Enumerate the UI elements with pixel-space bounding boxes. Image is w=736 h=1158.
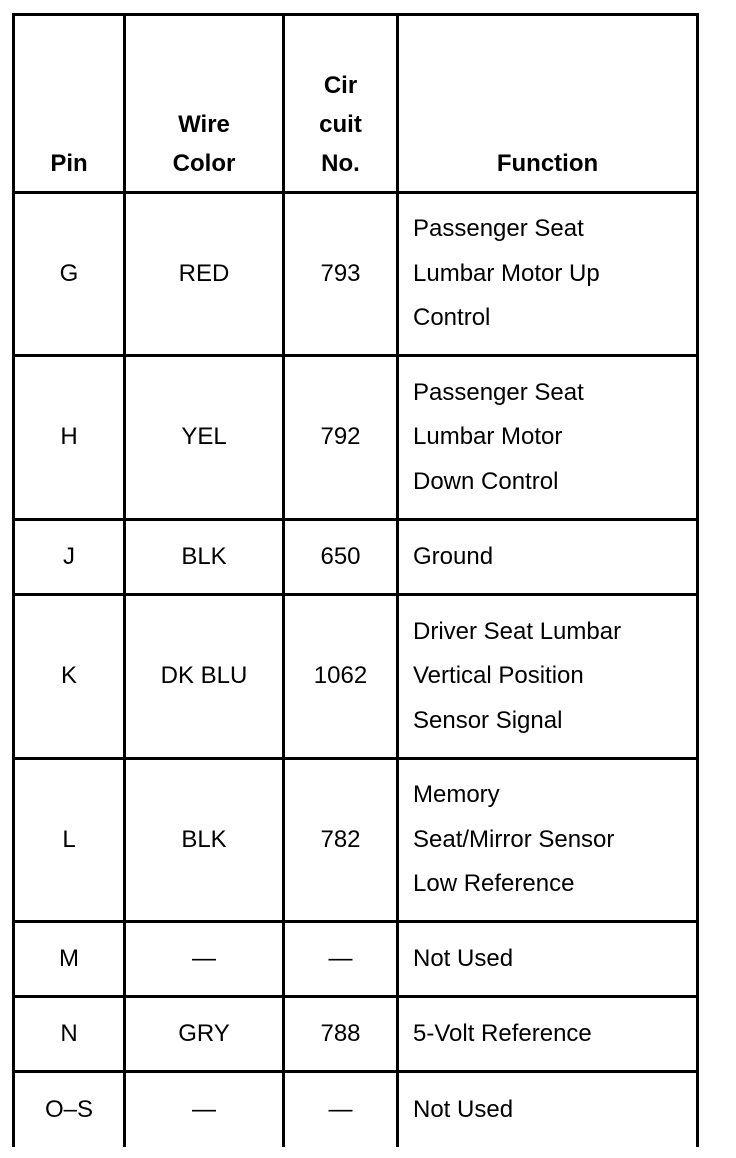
table-body — [14, 193, 698, 1147]
function-cell — [398, 193, 698, 356]
circuit-cell: 650 — [284, 520, 398, 595]
function-line: Seat/Mirror Sensor — [413, 825, 615, 853]
function-line: 5-Volt Reference — [413, 1019, 592, 1047]
function-line: Vertical Position — [413, 662, 584, 690]
function-line: Ground — [413, 542, 494, 570]
table-row — [14, 759, 698, 922]
function-line: Sensor Signal — [413, 706, 563, 734]
wire-color-cell: BLK — [125, 520, 284, 595]
connector-pinout-table — [12, 13, 699, 1147]
pin-cell: M — [14, 922, 125, 997]
wire-color-cell: GRY — [125, 997, 284, 1072]
header-wire-color-line: Color — [172, 150, 236, 177]
circuit-cell: 788 — [284, 997, 398, 1072]
circuit-cell: 793 — [284, 193, 398, 356]
header-circuit-line: Cir — [323, 72, 358, 99]
table-row — [14, 1072, 698, 1147]
header-wire-color-line: Wire — [178, 111, 230, 138]
table-row — [14, 520, 698, 595]
header-circuit-no — [284, 15, 398, 193]
wire-color-cell: — — [125, 1072, 284, 1147]
table-row — [14, 356, 698, 520]
header-pin-line: Pin — [50, 150, 88, 177]
header-row — [14, 15, 698, 193]
circuit-cell: 1062 — [284, 595, 398, 759]
wire-color-cell: RED — [125, 193, 284, 356]
wire-color-cell: — — [125, 922, 284, 997]
pin-cell: N — [14, 997, 125, 1072]
circuit-cell: 782 — [284, 759, 398, 922]
pin-cell: G — [14, 193, 125, 356]
header-function — [398, 15, 698, 193]
function-line: Lumbar Motor Up — [413, 259, 600, 287]
function-cell — [398, 595, 698, 759]
function-cell — [398, 1072, 698, 1147]
function-cell — [398, 997, 698, 1072]
pin-cell: O–S — [14, 1072, 125, 1147]
pin-cell: L — [14, 759, 125, 922]
header-function-line: Function — [496, 150, 599, 177]
header-wire-color — [125, 15, 284, 193]
table-row — [14, 193, 698, 356]
function-line: Low Reference — [413, 870, 575, 898]
circuit-cell: — — [284, 922, 398, 997]
function-cell — [398, 356, 698, 520]
function-cell — [398, 520, 698, 595]
header-circuit-line: cuit — [319, 111, 362, 138]
pin-cell: K — [14, 595, 125, 759]
function-line: Passenger Seat — [413, 215, 584, 243]
function-line: Control — [413, 304, 491, 332]
wire-color-cell: DK BLU — [125, 595, 284, 759]
table-row — [14, 922, 698, 997]
wire-color-cell: BLK — [125, 759, 284, 922]
circuit-cell: — — [284, 1072, 398, 1147]
function-cell — [398, 759, 698, 922]
table-row — [14, 997, 698, 1072]
function-line: Passenger Seat — [413, 378, 584, 406]
header-pin — [14, 15, 125, 193]
function-line: Not Used — [413, 1095, 514, 1123]
function-line: Not Used — [413, 944, 514, 972]
wire-color-cell: YEL — [125, 356, 284, 520]
circuit-cell: 792 — [284, 356, 398, 520]
pin-cell: H — [14, 356, 125, 520]
function-line: Down Control — [413, 467, 559, 495]
header-circuit-line: No. — [321, 150, 360, 177]
function-line: Memory — [413, 781, 500, 809]
function-line: Driver Seat Lumbar — [413, 617, 622, 645]
table-row — [14, 595, 698, 759]
function-cell — [398, 922, 698, 997]
pin-cell: J — [14, 520, 125, 595]
function-line: Lumbar Motor — [413, 423, 563, 451]
